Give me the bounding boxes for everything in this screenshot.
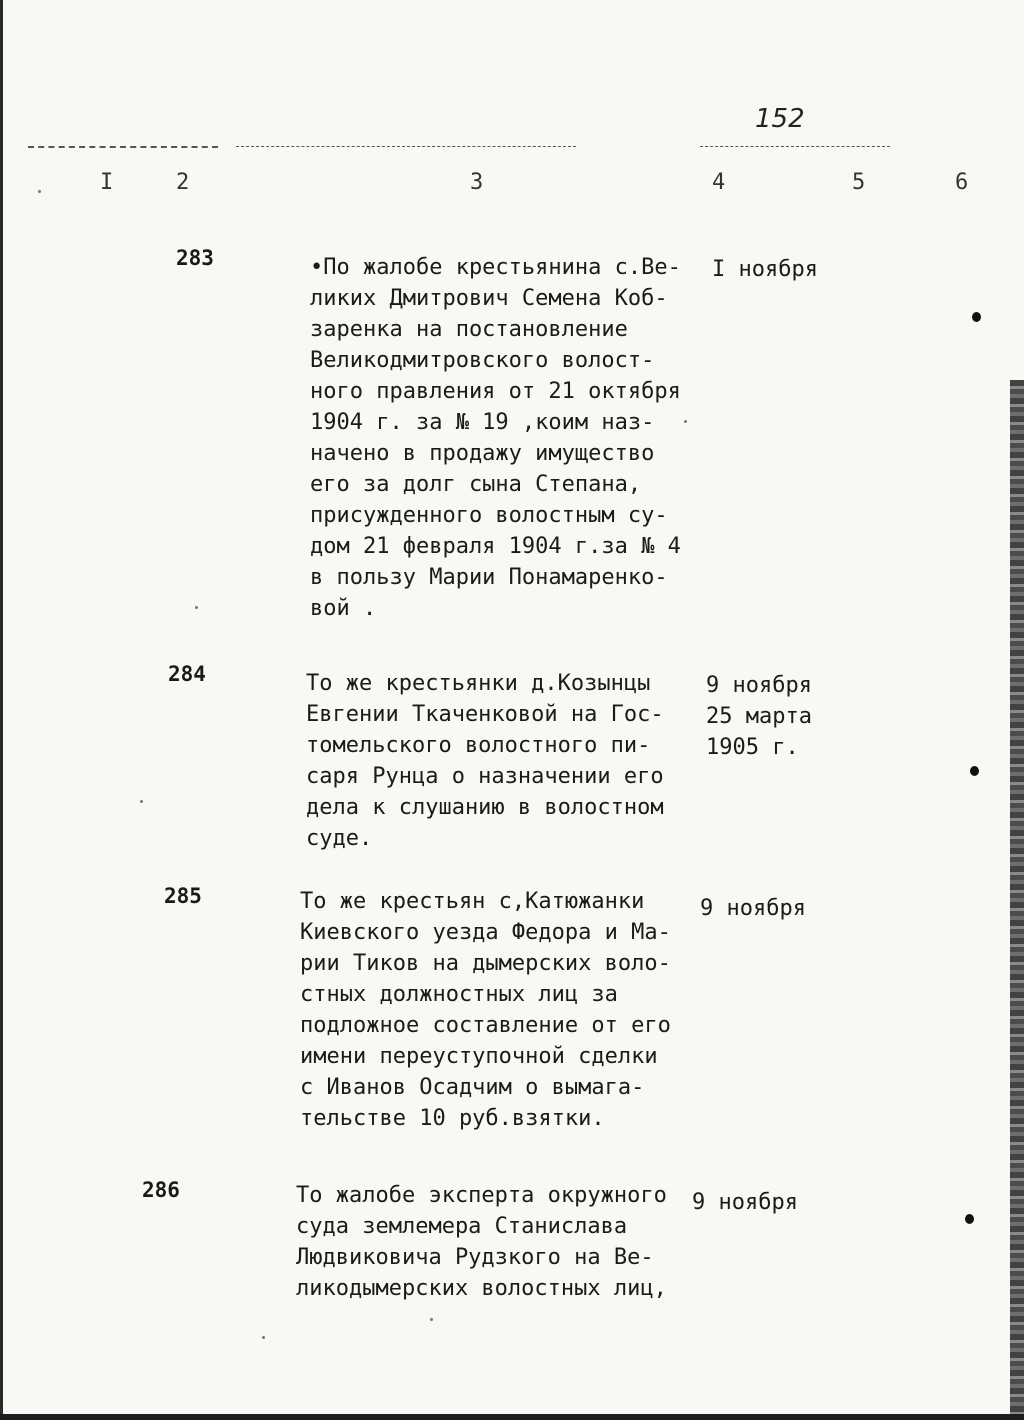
column-number-5: 5 [852, 170, 866, 195]
entry-number: 285 [164, 884, 202, 908]
entry-description: •По жалобе крестьянина с.Ве- ликих Дмитрович Семена Коб- заренка на постановление Великодмитровского волост- ного правления от 21 октября 1904 г. за № 19 ,коим наз- начено в продажу имущество его за долг сына Степана, присужденного волостным су- дом 21 февраля 1904 г.за № 4 в пользу Марии Понамаренко- вой . [310, 255, 681, 621]
scan-speck [140, 800, 143, 803]
entry-date: 9 ноября [692, 1190, 798, 1215]
column-number-3: 3 [470, 170, 484, 195]
header-rule-right [700, 146, 890, 147]
entry-description: То же крестьянки д.Козынцы Евгении Ткаченковой на Гос- томельского волостного пи- саря Рунца о назначении его дела к слушанию в волостном суде. [306, 671, 664, 851]
column-number-2: 2 [176, 170, 190, 195]
entry-number: 283 [176, 246, 214, 270]
page-bottom-edge [0, 1414, 1024, 1420]
scan-speck [430, 1318, 433, 1321]
entry-date: 9 ноября 25 марта 1905 г. [706, 673, 812, 760]
entry-number: 284 [168, 662, 206, 686]
scan-speck [684, 420, 687, 423]
margin-dot [970, 766, 979, 776]
header-rule-left [28, 146, 218, 148]
column-number-4: 4 [712, 170, 726, 195]
page-number: 152 [755, 104, 805, 134]
entry-number: 286 [142, 1178, 180, 1202]
margin-dot [965, 1214, 974, 1224]
column-number-6: 6 [955, 170, 969, 195]
page-right-edge-shadow [1010, 380, 1024, 1420]
margin-dot [972, 312, 981, 322]
entry-date: 9 ноября [700, 896, 806, 921]
scan-speck [38, 190, 41, 193]
column-number-1: I [100, 170, 114, 195]
header-rule-middle [236, 146, 576, 147]
page-left-edge [0, 0, 3, 1420]
scan-speck [195, 606, 198, 609]
entry-description: То же крестьян с,Катюжанки Киевского уезда Федора и Ма- рии Тиков на дымерских воло- стных должностных лиц за подложное составление от его имени переуступочной сделки с Иванов Осадчим о вымага- тельстве 10 руб.взятки. [300, 889, 671, 1131]
scan-speck [1012, 430, 1015, 433]
entry-description: То жалобе эксперта окружного суда землемера Станислава Людвиковича Рудзкого на Ве- ликодымерских волостных лиц, [296, 1183, 667, 1301]
entry-date: I ноября [712, 257, 818, 282]
scan-speck [262, 1336, 265, 1339]
